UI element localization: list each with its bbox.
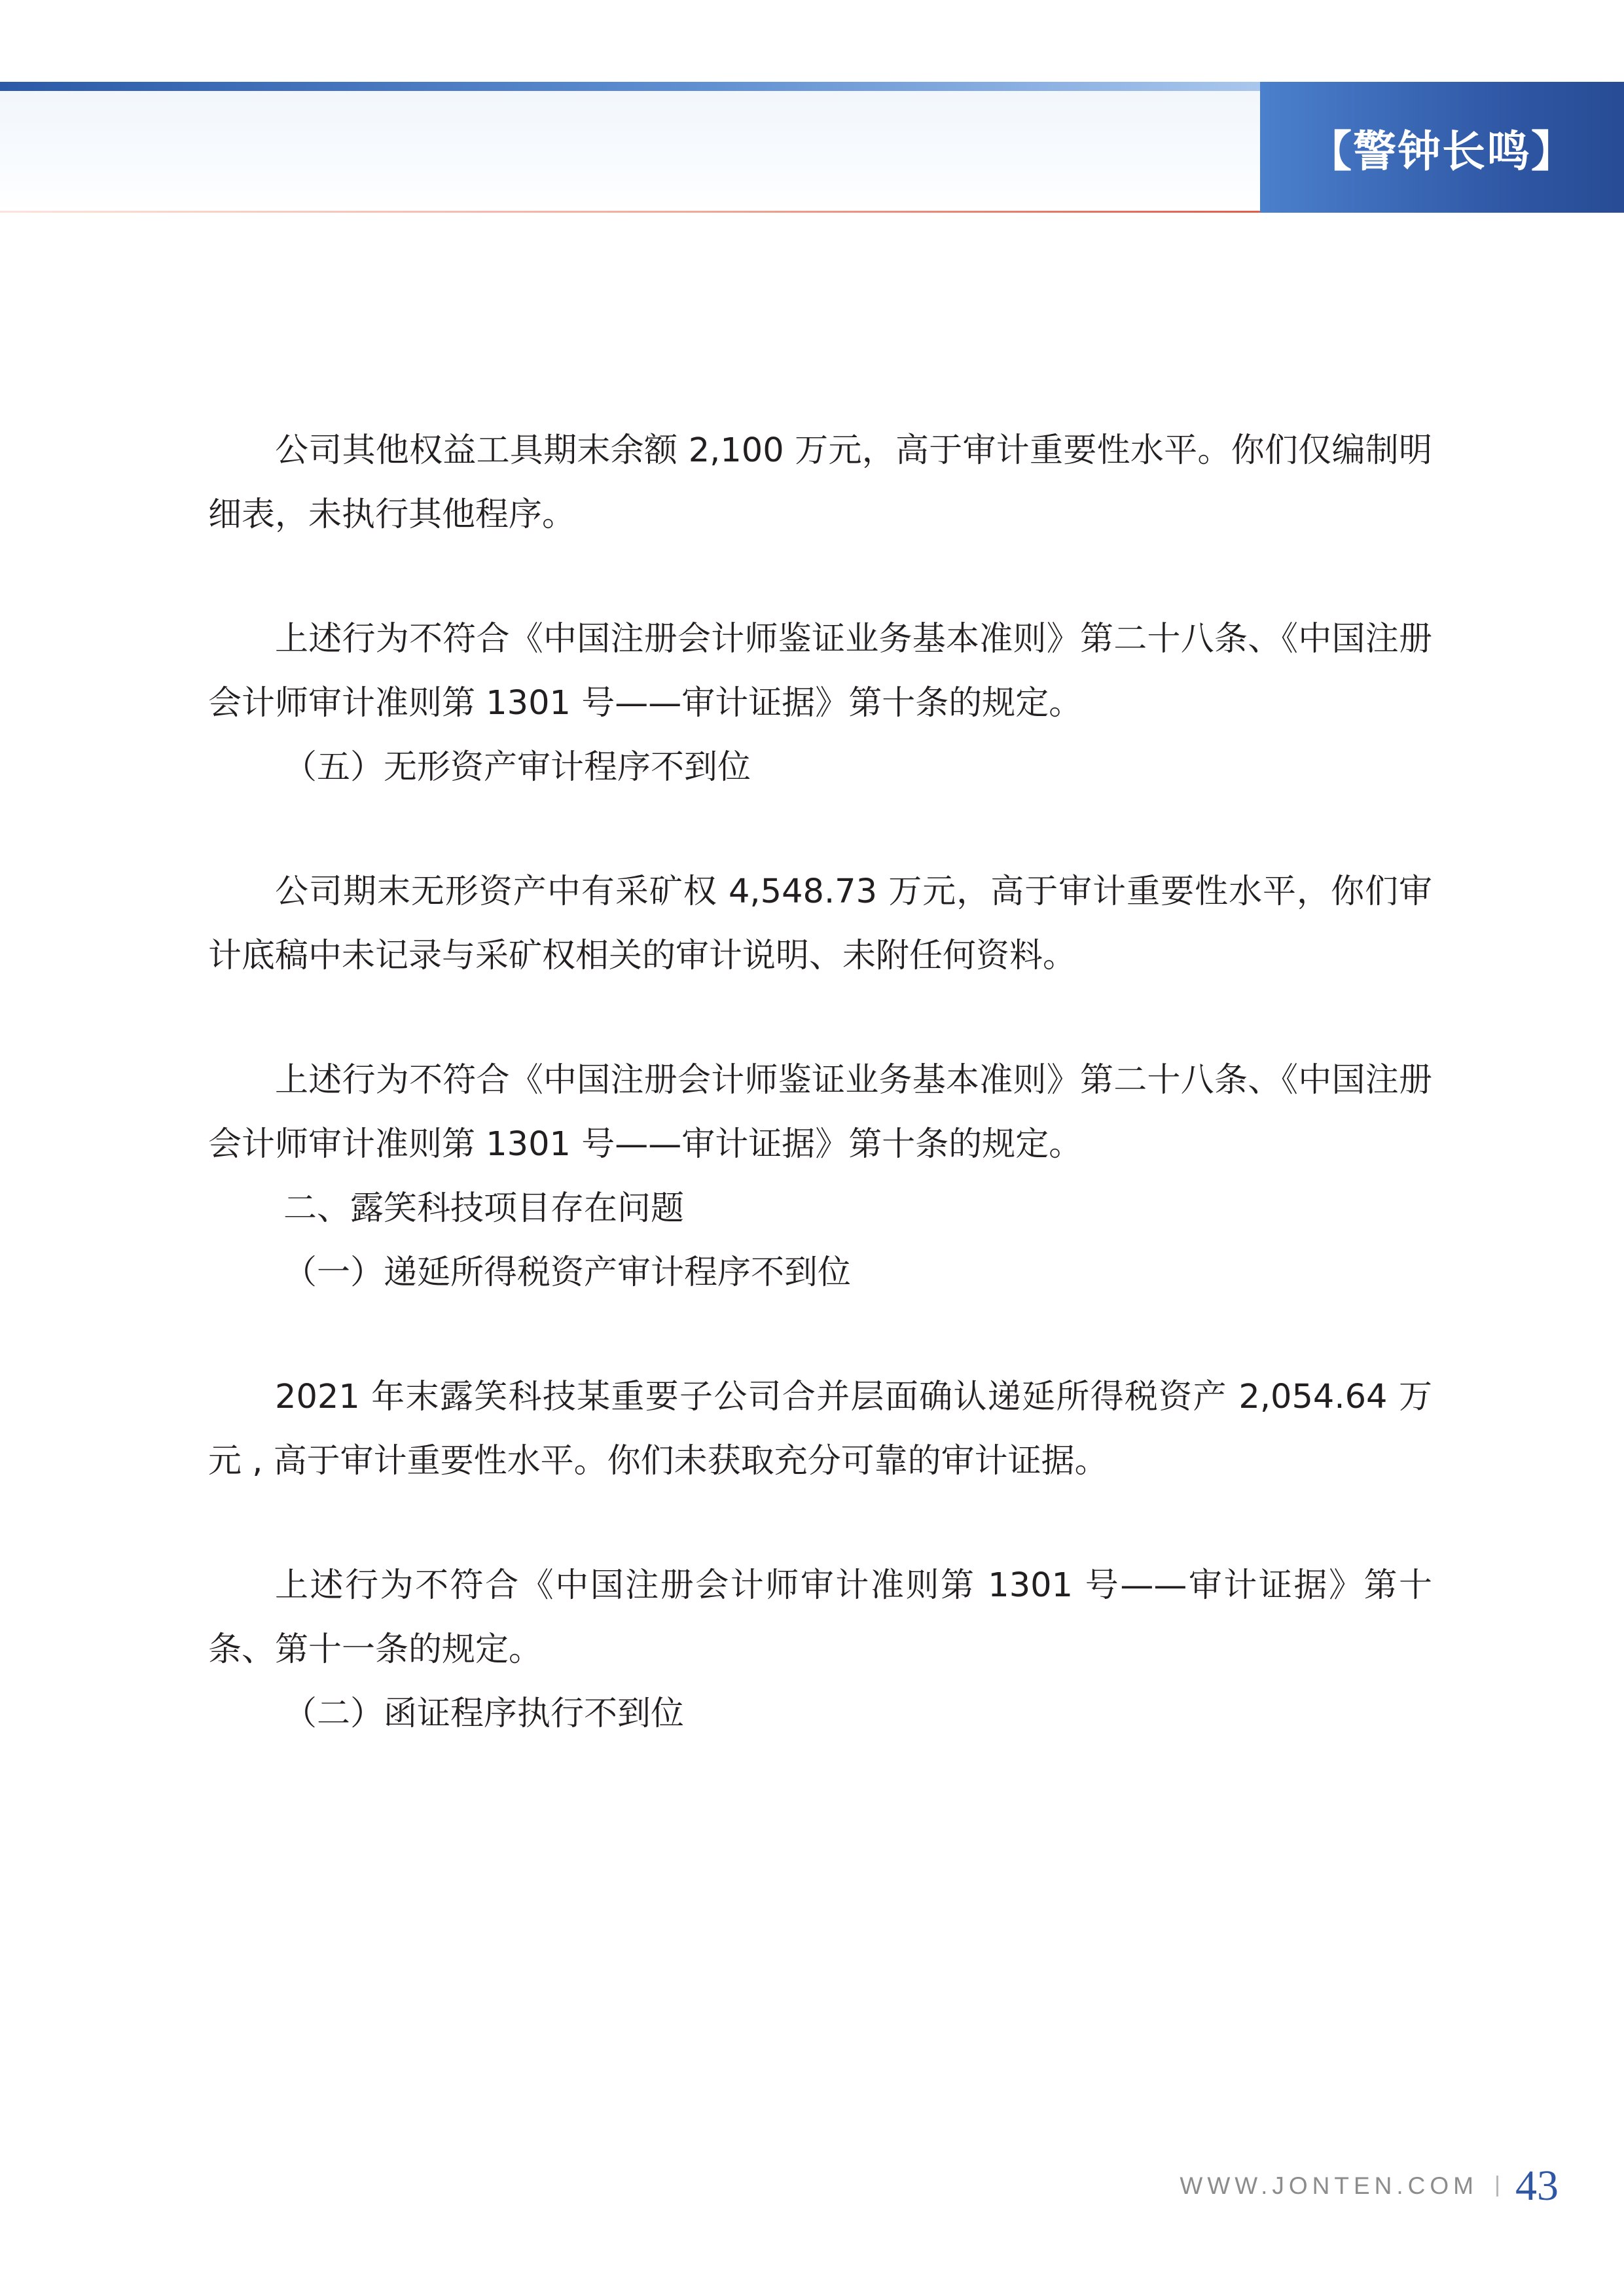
paragraph-regulation-2: 上述行为不符合《中国注册会计师鉴证业务基本准则》第二十八条、《中国注册会计师审计准则第 1301 号——审计证据》第十条的规定。 bbox=[208, 1061, 1432, 1164]
header-band bbox=[0, 82, 1260, 213]
paragraph-deferred-tax: 2021 年末露笑科技某重要子公司合并层面确认递延所得税资产 2,054.64 万元 , 高于审计重要性水平。你们未获取充分可靠的审计证据。 bbox=[208, 1378, 1432, 1480]
page-header bbox=[0, 82, 1624, 213]
page-footer bbox=[1180, 2160, 1559, 2212]
heading-project-issues: 二、露笑科技项目存在问题 bbox=[283, 1189, 685, 1228]
header-bottom-line bbox=[0, 211, 1260, 213]
paragraph-regulation-3: 上述行为不符合《中国注册会计师审计准则第 1301 号——审计证据》第十条、第十一条的规定。 bbox=[208, 1566, 1432, 1669]
header-top-line bbox=[0, 82, 1260, 91]
footer-divider bbox=[1496, 2176, 1498, 2197]
paragraph-regulation-1: 上述行为不符合《中国注册会计师鉴证业务基本准则》第二十八条、《中国注册会计师审计准则第 1301 号——审计证据》第十条的规定。 bbox=[208, 620, 1432, 723]
section-tag bbox=[1260, 82, 1624, 213]
body-text bbox=[208, 419, 1432, 1746]
paragraph-mining-rights: 公司期末无形资产中有采矿权 4,548.73 万元，高于审计重要性水平，你们审计底稿中未记录与采矿权相关的审计说明、未附任何资料。 bbox=[208, 872, 1432, 975]
heading-confirmation: （二）函证程序执行不到位 bbox=[283, 1695, 685, 1733]
page-number: 43 bbox=[1515, 2162, 1559, 2210]
heading-deferred-tax: （一）递延所得税资产审计程序不到位 bbox=[283, 1253, 852, 1292]
heading-intangible-assets: （五）无形资产审计程序不到位 bbox=[283, 748, 751, 787]
section-tag-label: 【警钟长鸣】 bbox=[1308, 125, 1576, 177]
footer-website: WWW.JONTEN.COM bbox=[1180, 2172, 1478, 2199]
paragraph-equity-instruments: 公司其他权益工具期末余额 2,100 万元，高于审计重要性水平。你们仅编制明细表，未执行其他程序。 bbox=[208, 431, 1432, 534]
